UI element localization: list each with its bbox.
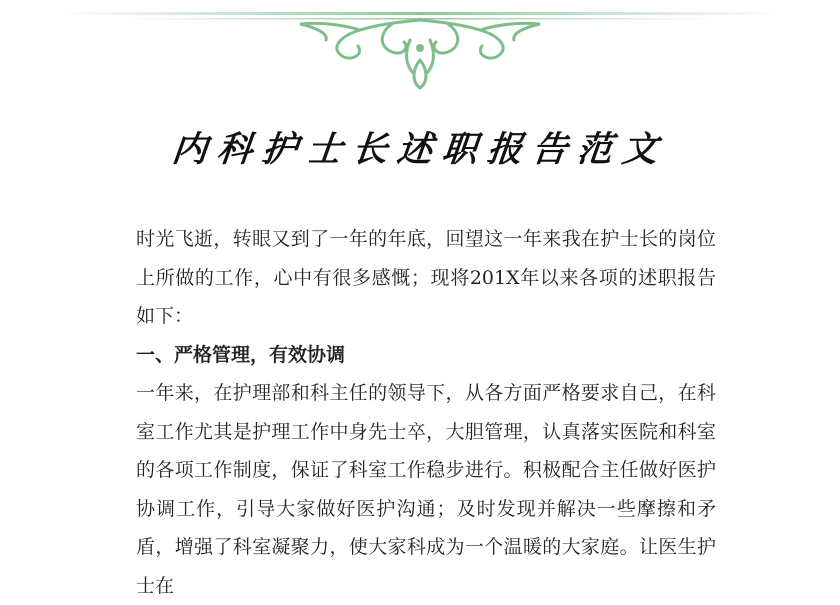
section-heading: 一、严格管理，有效协调	[136, 343, 346, 366]
intro-paragraph: 时光飞逝，转眼又到了一年的年底，回望这一年来我在护士长的岗位上所做的工作，心中有很多感慨；现将201X年以来各项的述职报告如下：	[136, 228, 716, 327]
section-paragraph: 一年来，在护理部和科主任的领导下，从各方面严格要求自己，在科室工作尤其是护理工作中身先士卒，大胆管理，认真落实医院和科室的各项工作制度，保证了科室工作稳步进行。积极配合主任做好医护协调工作，引导大家做好医护沟通；及时发现并解决一些摩擦和矛盾，增强了科室凝聚力，使大家科成为一个温暖的大家庭。让医生护士在	[136, 382, 716, 597]
document-title: 内科护士长述职报告范文	[170, 129, 670, 170]
decorative-header-ornament	[0, 0, 840, 100]
document-body	[136, 220, 716, 605]
